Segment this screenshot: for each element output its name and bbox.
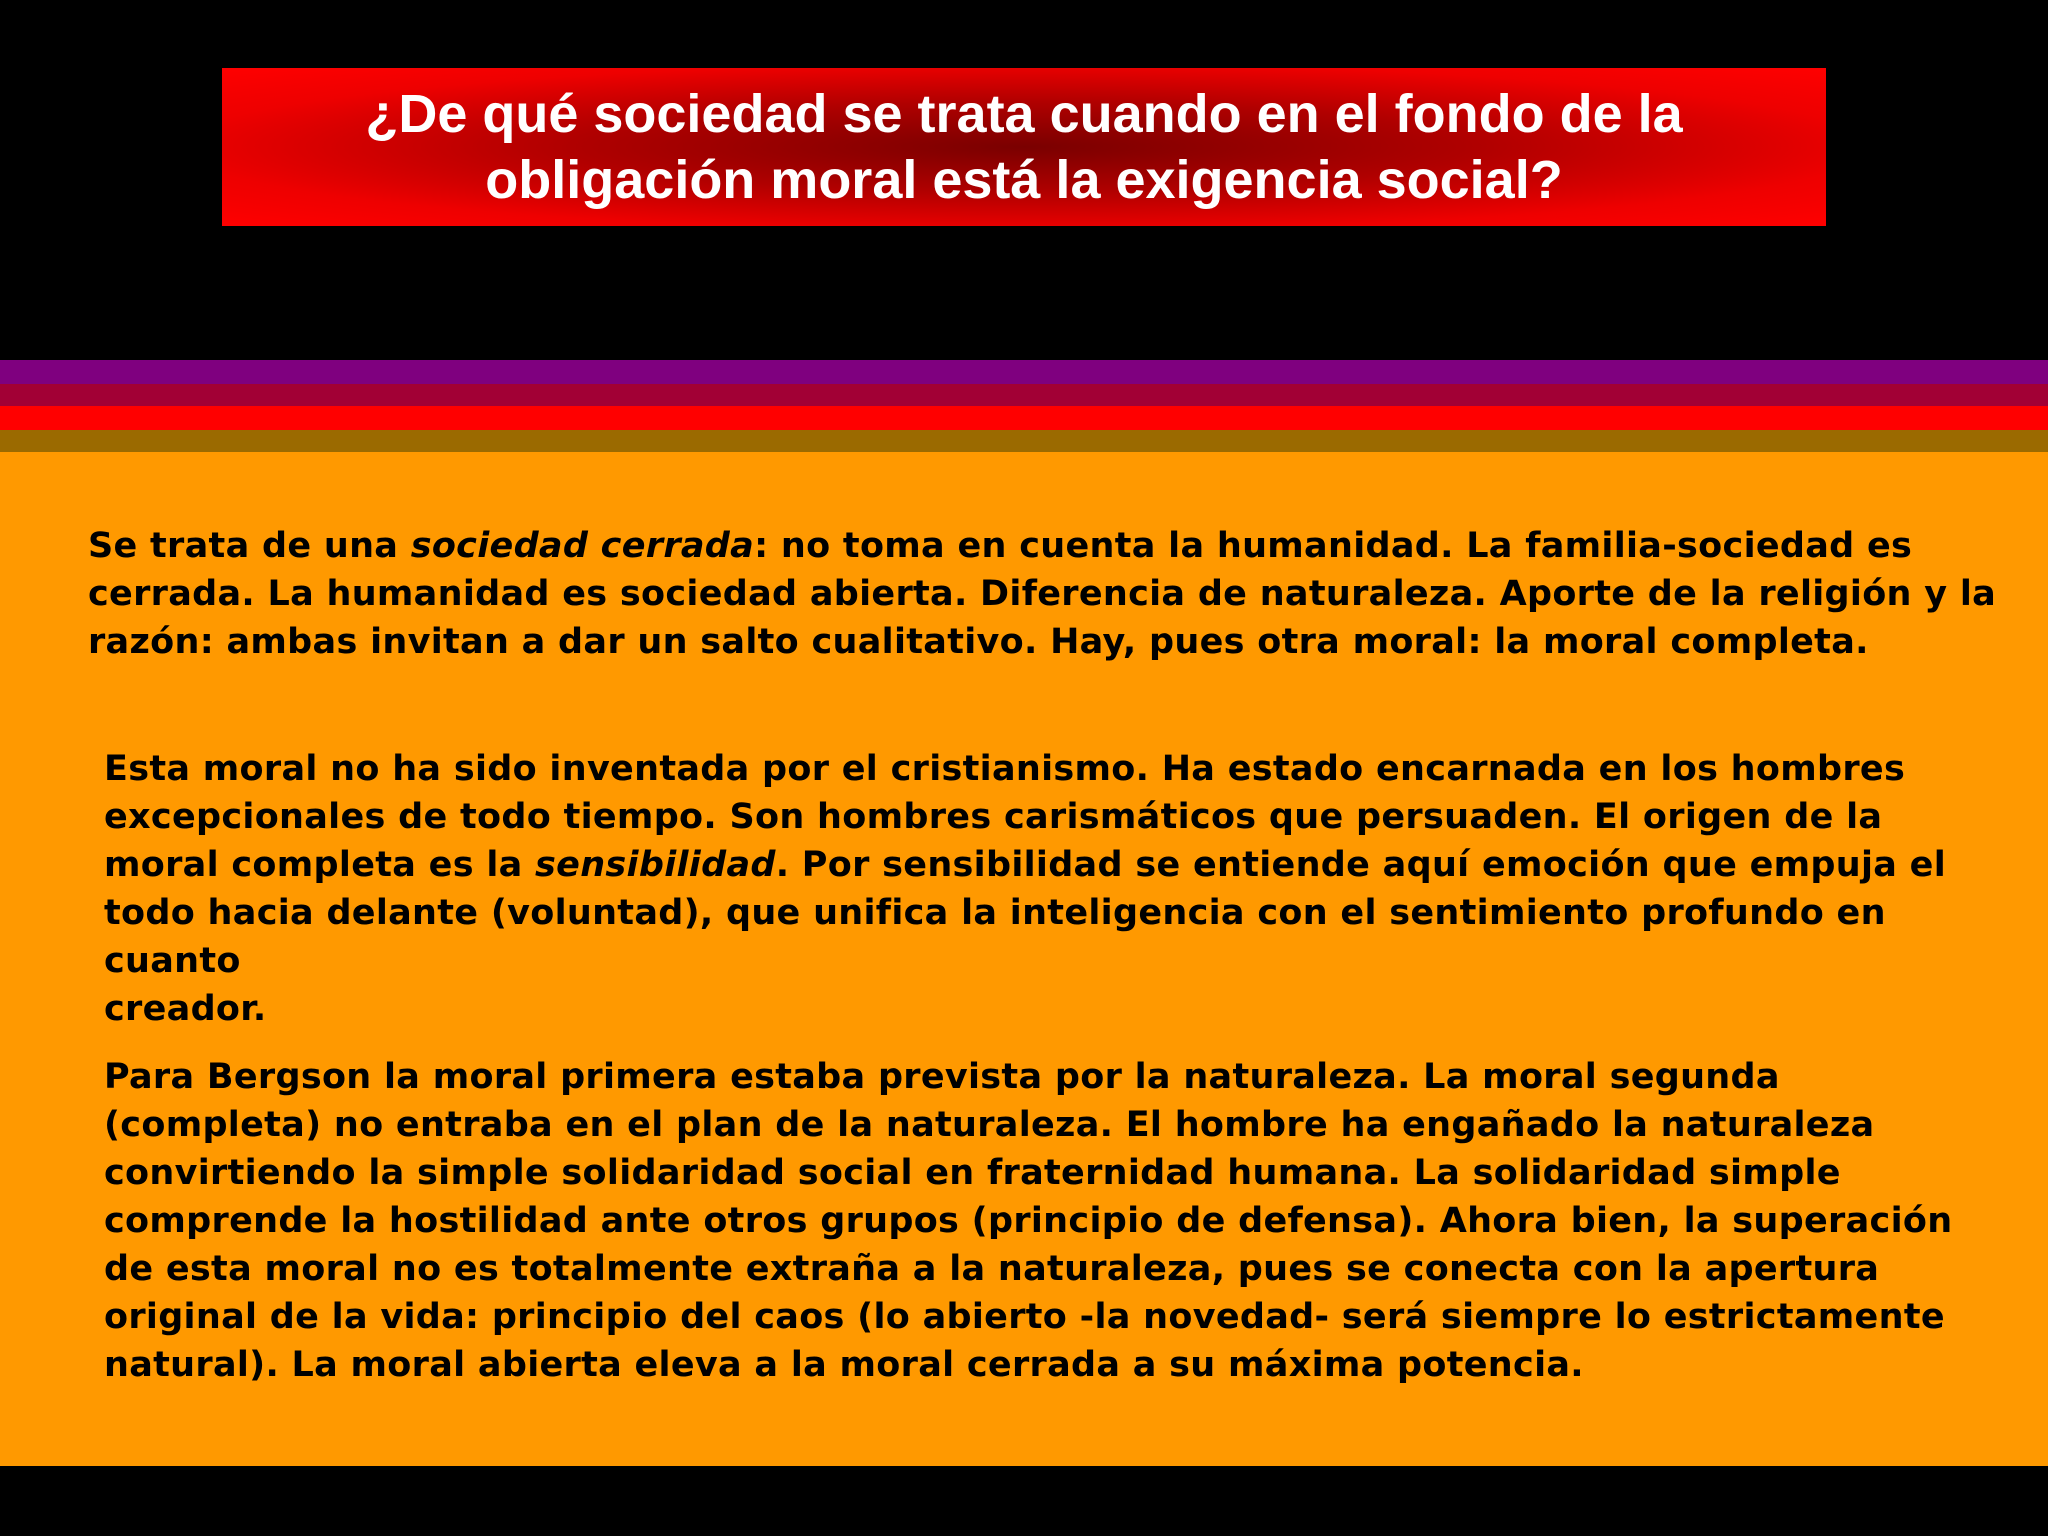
paragraph-1-emphasis: sociedad cerrada [410,526,755,566]
decorative-stripe-purple [0,360,2048,384]
paragraph-1-text-after: : no toma en cuenta la humanidad. La familia-sociedad es cerrada. La humanidad es sociedad abierta. Diferencia de naturaleza. Aporte de la religión y la razón: ambas invitan a dar un salto cualitativo. Hay, pues otra moral: la moral completa. [88,526,1997,662]
paragraph-bergson: Para Bergson la moral primera estaba prevista por la naturaleza. La moral segunda (completa) no entraba en el plan de la naturaleza. El hombre ha engañado la naturaleza convirtiendo la simple solidaridad social en fraternidad humana. La solidaridad simple comprende la hostilidad ante otros grupos (principio de defensa). Ahora bien, la superación de esta moral no es totalmente extraña a la naturaleza, pues se conecta con la apertura original de la vida: principio del caos (lo abierto -la novedad- será siempre lo estrictamente natural). La moral abierta eleva a la moral cerrada a su máxima potencia. [104,1057,1953,1385]
decorative-stripe-crimson [0,384,2048,406]
paragraph-2-text-before: Esta moral no ha sido inventada por el cristianismo. Ha estado encarnada en los hombres excepcionales de todo tiempo. Son hombres carismáticos que persuaden. El origen de la moral completa es la [104,749,1906,885]
paragraph-1-text-before: Se trata de una [88,526,411,566]
paragraph-2-emphasis: sensibilidad [535,845,776,885]
paragraph-closed-society [88,522,2028,666]
decorative-stripe-red [0,406,2048,430]
slide-title: ¿De qué sociedad se trata cuando en el fondo de la obligación moral está la exigencia social? [365,84,1683,210]
paragraph-2-text-after: . Por sensibilidad se entiende aquí emoción que empuja el todo hacia delante (voluntad), que unifica la inteligencia con el sentimiento profundo en cuanto creador. [104,845,1947,1029]
paragraph-complete-morality [104,745,2024,1033]
title-banner [222,68,1826,226]
decorative-stripe-brown [0,430,2048,452]
